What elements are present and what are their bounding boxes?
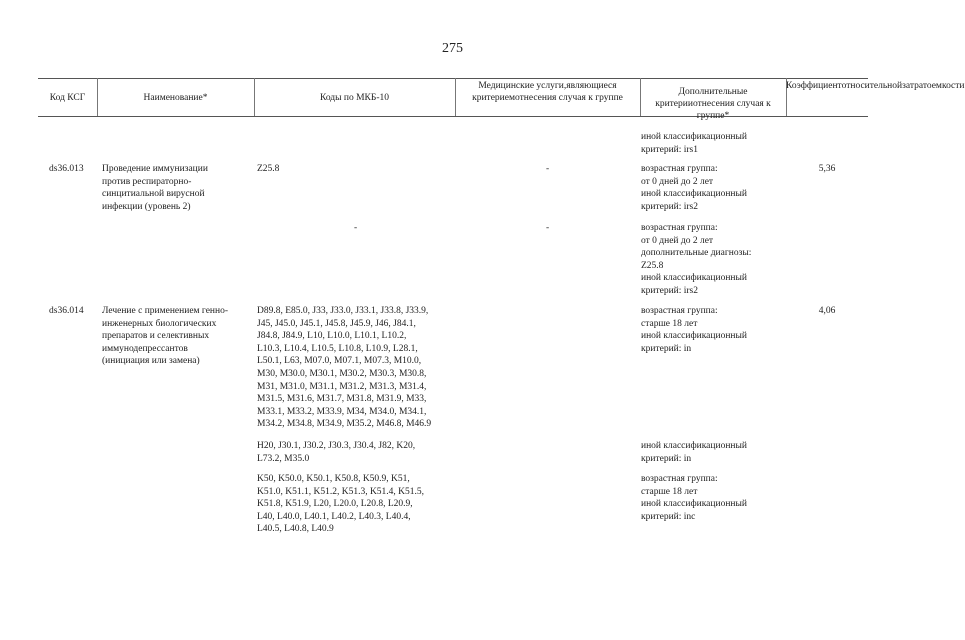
text-line: L50.1, L63, M07.0, M07.1, M07.3, M10.0, — [257, 356, 422, 367]
row3-coefficient: 4,06 — [818, 306, 836, 316]
row3-criteria — [641, 305, 747, 355]
text-line: K51.8, K51.9, L20, L20.0, L20.8, L20.9, — [257, 499, 413, 510]
text-line: от 0 дней до 2 лет — [641, 176, 714, 187]
row1-mkb — [257, 163, 279, 176]
row0-criteria — [641, 131, 747, 156]
header-services — [455, 80, 640, 104]
text-line: K50, K50.0, K50.1, K50.8, K50.9, K51, — [257, 474, 410, 484]
row2-criteria — [641, 222, 751, 298]
text-line: иной классификационный — [641, 441, 747, 451]
text-line: критерий: inc — [641, 511, 696, 522]
text-line: старше 18 лет — [641, 486, 698, 497]
text-line: иной классификационный — [641, 331, 747, 342]
text-line: Наименование* — [143, 93, 208, 103]
text-line: относительной — [841, 81, 903, 91]
text-line: Проведение иммунизации — [102, 164, 208, 174]
text-line: отнесения случая к группе* — [692, 99, 771, 121]
header-mkb — [254, 92, 455, 104]
text-line: иной классификационный — [641, 189, 747, 200]
text-line: H20, J30.1, J30.2, J30.3, J30.4, J82, K20, — [257, 441, 416, 451]
header-code — [38, 92, 97, 104]
text-line: Коды по МКБ-10 — [319, 93, 390, 103]
text-line: L40.5, L40.8, L40.9 — [257, 524, 334, 535]
text-line: критерий: irs1 — [641, 144, 698, 155]
text-line: Медицинские услуги, — [478, 81, 567, 91]
text-line: Z25.8 — [257, 164, 280, 174]
row2-mkb: - — [354, 223, 358, 233]
header-criteria — [640, 86, 786, 122]
text-line: J45, J45.0, J45.1, J45.8, J45.9, J46, J84.1, — [257, 318, 416, 329]
text-line: M31.5, M31.6, M31.7, M31.8, M31.9, M33, — [257, 394, 427, 405]
text-line: старше 18 лет — [641, 318, 698, 329]
text-line: M30, M30.0, M30.1, M30.2, M30.3, M30.8, — [257, 368, 427, 379]
text-line: возрастная группа: — [641, 306, 718, 316]
text-line: против респираторно- — [102, 176, 192, 187]
text-line: J84.8, J84.9, L10, L10.0, L10.1, L10.2, — [257, 331, 407, 342]
text-line: возрастная группа: — [641, 223, 718, 233]
text-line: критерий: irs2 — [641, 201, 698, 212]
page-number: 275 — [442, 41, 463, 56]
text-line: Дополнительные критерии — [655, 87, 748, 109]
header-top-rule — [38, 78, 868, 79]
row4-criteria — [641, 440, 747, 465]
text-line: иной классификационный — [641, 132, 747, 142]
header-coefficient — [786, 80, 965, 92]
text-line: от 0 дней до 2 лет — [641, 235, 714, 246]
text-line: D89.8, E85.0, J33, J33.0, J33.1, J33.8, J33.9, — [257, 306, 429, 316]
text-line: дополнительные диагнозы: — [641, 248, 752, 259]
row1-coefficient: 5,36 — [818, 164, 836, 174]
text-line: иной классификационный — [641, 499, 747, 510]
text-line: (инициация или замена) — [102, 356, 200, 367]
row4-mkb — [257, 440, 415, 465]
row1-services: - — [546, 164, 550, 174]
text-line: критерий: in — [641, 343, 692, 354]
row2-services: - — [546, 223, 550, 233]
row1-name — [102, 163, 208, 213]
row3-name — [102, 305, 228, 368]
text-line: синцитиальной вирусной — [102, 189, 205, 200]
row1-criteria — [641, 163, 747, 213]
text-line: Лечение с применением генно- — [102, 306, 228, 316]
row3-mkb — [257, 305, 431, 431]
row5-criteria — [641, 473, 747, 523]
text-line: возрастная группа: — [641, 474, 718, 484]
text-line: M33.1, M33.2, M33.9, M34, M34.0, M34.1, — [257, 406, 427, 417]
text-line: Код КСГ — [49, 93, 86, 103]
text-line: возрастная группа: — [641, 164, 718, 174]
text-line: M34.2, M34.8, M34.9, M35.2, M46.8, M46.9 — [257, 419, 432, 430]
text-line: M31, M31.0, M31.1, M31.2, M31.3, M31.4, — [257, 381, 427, 392]
row3-code: ds36.014 — [49, 306, 84, 316]
text-line: L73.2, M35.0 — [257, 453, 310, 464]
text-line: являющиеся критерием — [472, 81, 617, 103]
text-line: K51.0, K51.1, K51.2, K51.3, K51.4, K51.5, — [257, 486, 425, 497]
text-line: L10.3, L10.4, L10.5, L10.8, L10.9, L28.1, — [257, 343, 418, 354]
row1-code: ds36.013 — [49, 164, 84, 174]
text-line: L40, L40.0, L40.1, L40.2, L40.3, L40.4, — [257, 511, 411, 522]
text-line: Z25.8 — [641, 260, 664, 271]
text-line: критерий: irs2 — [641, 285, 698, 296]
row5-mkb — [257, 473, 424, 536]
text-line: инженерных биологических — [102, 318, 217, 329]
header-name — [97, 92, 254, 104]
text-line: критерий: in — [641, 453, 692, 464]
text-line: Коэффициент — [786, 81, 842, 91]
text-line: инфекции (уровень 2) — [102, 201, 191, 212]
text-line: отнесения случая к группе — [515, 93, 623, 103]
text-line: иной классификационный — [641, 273, 747, 284]
text-line: препаратов и селективных — [102, 331, 210, 342]
text-line: иммунодепрессантов — [102, 343, 188, 354]
text-line: затратоемкости — [902, 81, 965, 91]
